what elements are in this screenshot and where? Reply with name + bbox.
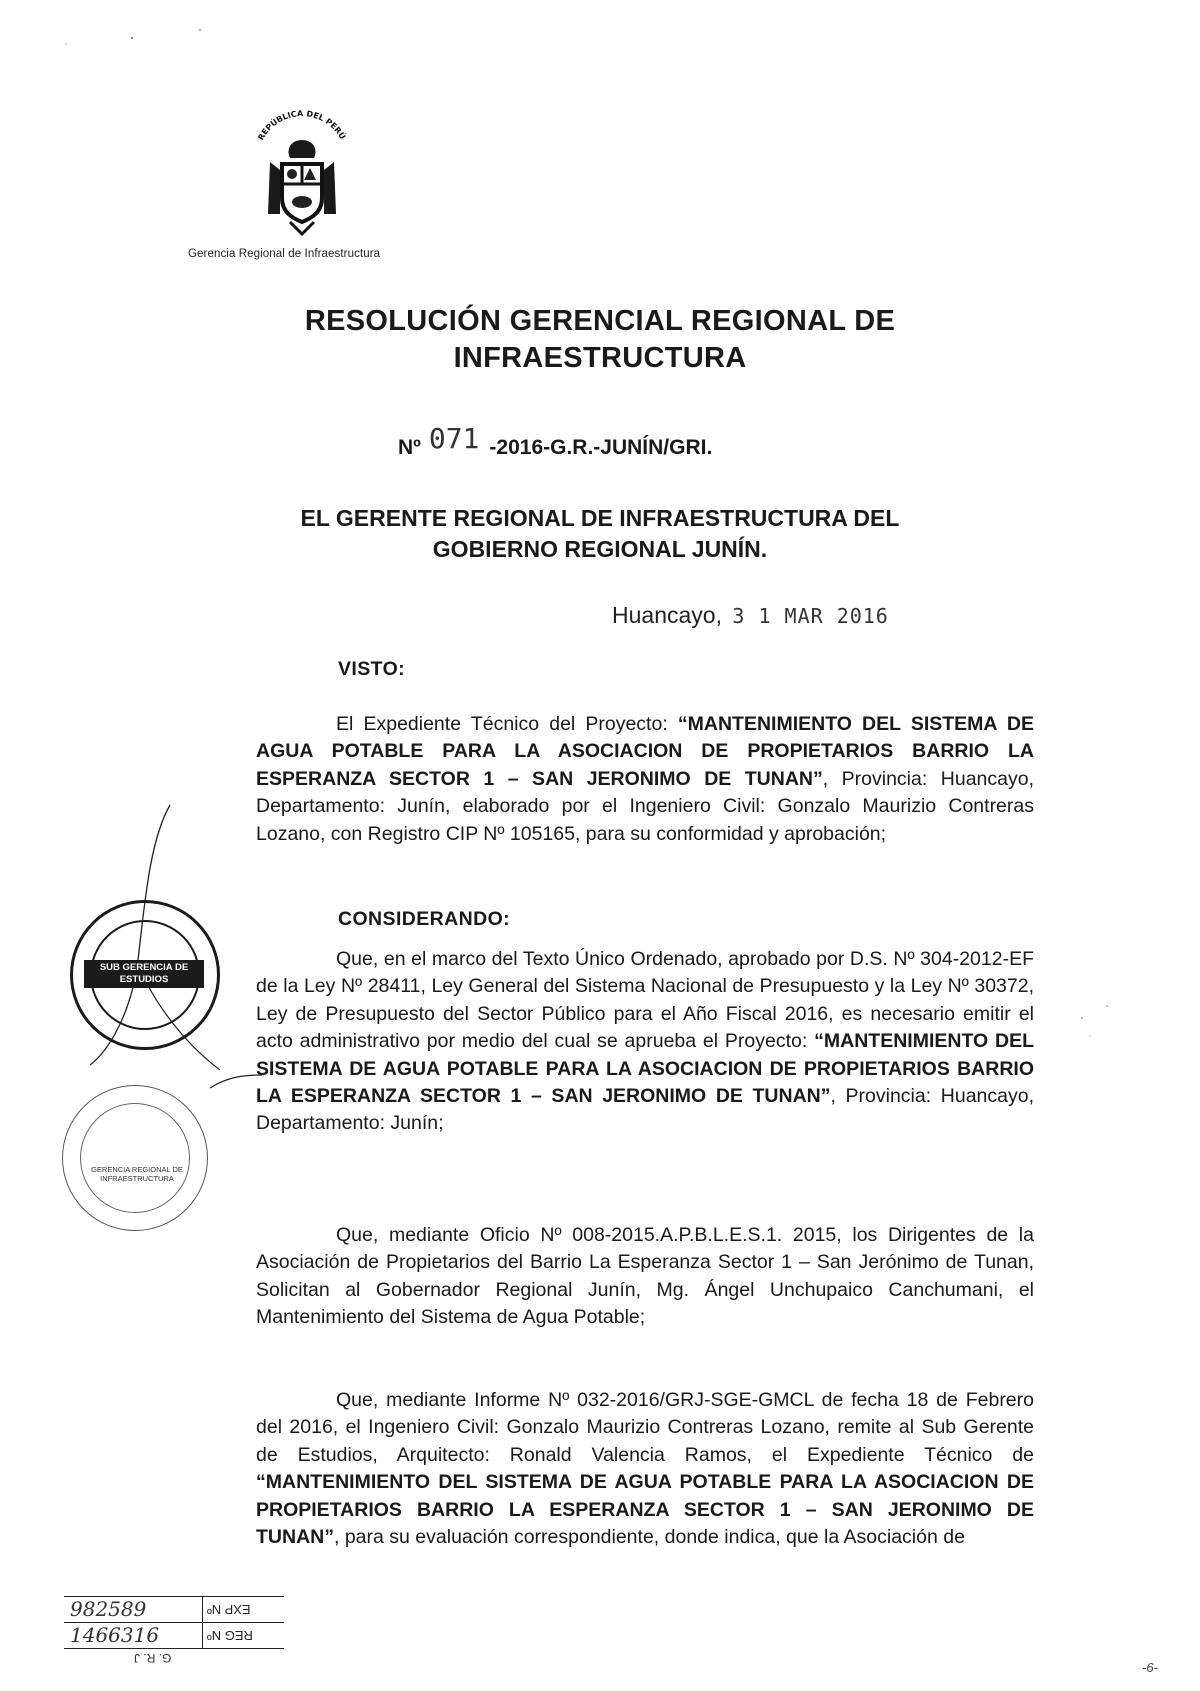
reg-number: 1466316 [64,1623,203,1648]
registry-footer: G. R. J [134,1651,172,1665]
authority-line-2: GOBIERNO REGIONAL JUNÍN. [432,536,768,562]
page-number: -6- [1142,1660,1158,1675]
project-name-bold: “MANTENIMIENTO DEL SISTEMA DE AGUA POTABLE PARA LA ASOCIACION DE PROPIETARIOS BARRIO LA ESPERANZA SECTOR 1 – SAN JERONIMO DE TUNAN” [256,713,1034,790]
paragraph-text: Que, mediante Informe Nº 032-2016/GRJ-SGE-GMCL de fecha 18 de Febrero del 2016, el Ingeniero Civil: Gonzalo Maurizio Contreras Lozano, remite al Sub Gerente de Estudios, Arquitecto: Ronald Valencia Ramos, el Expediente Técnico de [256,1389,1034,1466]
registry-row-exp [64,1596,284,1623]
paragraph-text: , Provincia: Huancayo, Departamento: Junín, elaborado por el Ingeniero Civil: Gonzalo Maurizio Contreras Lozano, con Registro CIP Nº 105165, para su conformidad y aprobación; [256,767,1034,845]
place-text: Huancayo, [612,602,722,628]
organization-name: Gerencia Regional de Infraestructura [188,248,381,260]
paragraph-considerando-2: Que, mediante Oficio Nº 008-2015.A.P.B.L.E.S.1. 2015, los Dirigentes de la Asociación de Propietarios del Barrio La Esperanza Sector 1 – San Jerónimo de Tunan, Solicitan al Gobernador Regional Junín, Mg. Ángel Unchupaico Canchumani, el Mantenimiento del Sistema de Agua Potable; [256,1224,1034,1329]
exp-number: 982589 [64,1597,203,1622]
document-title-line-1: RESOLUCIÓN GERENCIAL REGIONAL DE [304,305,896,337]
project-name-bold: “MANTENIMIENTO DEL SISTEMA DE AGUA POTABLE PARA LA ASOCIACION DE PROPIETARIOS BARRIO LA ESPERANZA SECTOR 1 – SAN JERONIMO DE TUNAN” [256,1030,1034,1108]
exp-label: EXP Nº [207,1602,251,1617]
seal-label: GERENCIA REGIONAL DE INFRAESTRUCTURA [91,1165,183,1183]
resolution-number-prefix: Nº [398,436,421,459]
paragraph-text: El Expediente Técnico del Proyecto: [336,713,678,735]
official-seal-subgerencia [70,900,220,1050]
paragraph-text: , para su evaluación correspondiente, donde indica, que la Asociación de [334,1526,965,1549]
seal-inner-ring [80,1103,190,1213]
registry-box [64,1596,284,1667]
authority-line-1: EL GERENTE REGIONAL DE INFRAESTRUCTURA DEL [300,505,900,531]
resolution-number-value: 071 [428,422,480,455]
reg-label: REG Nº [207,1628,253,1643]
section-heading-visto: VISTO: [338,658,406,680]
crest-text: REPÚBLICA DEL PERÚ [256,109,348,142]
document-title-line-2: INFRAESTRUCTURA [453,342,747,374]
resolution-number-suffix: -2016-G.R.-JUNÍN/GRI. [489,436,713,459]
section-heading-considerando: CONSIDERANDO: [338,908,511,930]
official-seal-gerencia [62,1085,212,1235]
paragraph-text: Que, en el marco del Texto Único Ordenado, aprobado por D.S. Nº 304-2012-EF de la Ley Nº 28411, Ley General del Sistema Nacional de Presupuesto y la Ley Nº 30372, Ley de Presupuesto del Sector Público para el Año Fiscal 2016, es necesario emitir el acto administrativo por medio del cual se aprueba el Proyecto: [256,948,1034,1053]
registry-row-reg [64,1623,284,1649]
project-name-bold: “MANTENIMIENTO DEL SISTEMA DE AGUA POTABLE PARA LA ASOCIACION DE PROPIETARIOS BARRIO LA ESPERANZA SECTOR 1 – SAN JERONIMO DE TUNAN” [256,1471,1034,1549]
seal-label: SUB GERENCIA DE ESTUDIOS [84,960,204,988]
paragraph-text: , Provincia: Huancayo, Departamento: Junín; [256,1085,1034,1135]
stamped-date: 3 1 MAR 2016 [732,604,889,628]
